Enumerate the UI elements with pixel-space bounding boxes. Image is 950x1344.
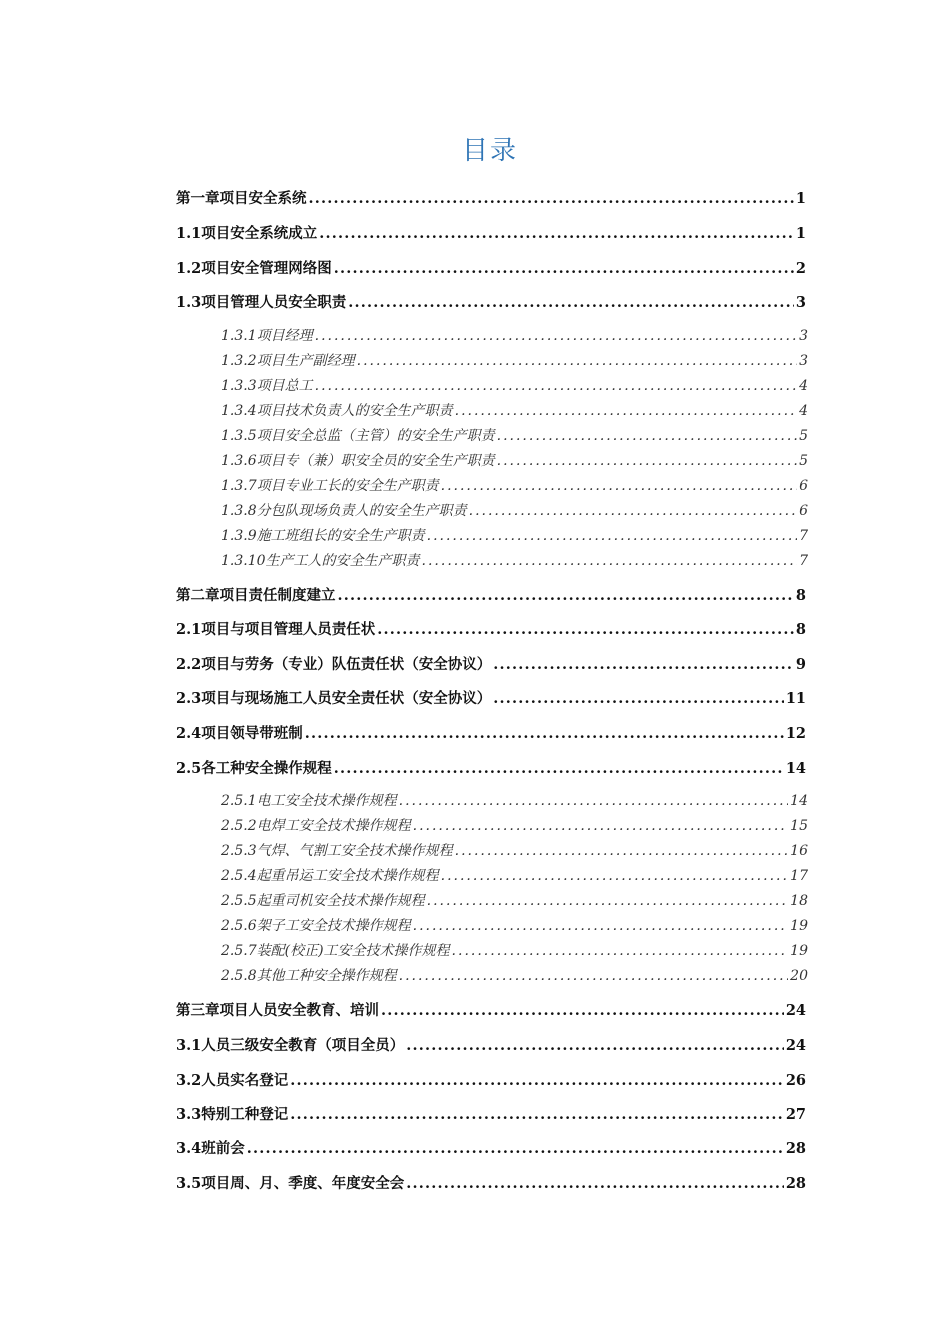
toc-entry-label: 1.3.10生产工人的安全生产职责 <box>221 553 420 569</box>
toc-entry-label: 1.3.6项目专（兼）职安全员的安全生产职责 <box>221 453 495 469</box>
toc-page-number: 24 <box>785 1002 806 1019</box>
toc-entry-label: 1.1项目安全系统成立 <box>176 225 318 242</box>
toc-entry-label: 2.5.2电焊工安全技术操作规程 <box>221 818 411 834</box>
toc-page-number: 19 <box>790 943 808 959</box>
toc-leader-dots <box>357 353 797 369</box>
toc-leader-dots <box>441 868 789 884</box>
toc-entry-label: 1.3.1项目经理 <box>221 328 313 344</box>
toc-title: 目录 <box>461 136 518 166</box>
toc-entry[interactable] <box>221 525 808 545</box>
toc-entry-label: 2.5.1电工安全技术操作规程 <box>221 793 397 809</box>
toc-page-number: 4 <box>799 403 808 419</box>
toc-entry-label: 2.5.8其他工种安全操作规程 <box>221 968 397 984</box>
toc-entry-label: 第二章项目责任制度建立 <box>176 587 336 604</box>
toc-entry-label: 1.3.2项目生产副经理 <box>221 353 355 369</box>
toc-entry-label: 1.3.8分包队现场负责人的安全生产职责 <box>221 503 467 519</box>
toc-page-number: 9 <box>795 656 806 673</box>
toc-entry-label: 1.3项目管理人员安全职责 <box>176 294 347 311</box>
toc-entry[interactable] <box>176 1034 806 1055</box>
toc-entry[interactable] <box>221 500 808 520</box>
toc-page-number: 1 <box>795 190 806 207</box>
toc-entry[interactable] <box>221 865 808 885</box>
toc-leader-dots <box>427 528 797 544</box>
toc-leader-dots <box>455 403 797 419</box>
toc-page-number: 3 <box>799 328 808 344</box>
toc-entry[interactable] <box>221 840 808 860</box>
toc-entry[interactable] <box>176 222 806 243</box>
toc-page-number: 7 <box>799 553 808 569</box>
toc-entry[interactable] <box>176 1069 806 1090</box>
toc-entry-label: 3.3特别工种登记 <box>176 1106 289 1123</box>
toc-page-number: 8 <box>795 621 806 638</box>
toc-page-number: 19 <box>790 918 808 934</box>
toc-entry[interactable] <box>221 400 808 420</box>
toc-leader-dots <box>309 190 794 207</box>
toc-leader-dots <box>413 918 789 934</box>
toc-leader-dots <box>427 893 789 909</box>
toc-entry-label: 2.5.4起重吊运工安全技术操作规程 <box>221 868 439 884</box>
toc-entry[interactable] <box>176 618 806 639</box>
toc-page-number: 14 <box>790 793 808 809</box>
toc-entry-label: 2.5.7装配(校正)工安全技术操作规程 <box>221 943 450 959</box>
toc-entry[interactable] <box>176 1172 806 1193</box>
toc-entry[interactable] <box>176 687 806 708</box>
toc-entry-label: 第一章项目安全系统 <box>176 190 307 207</box>
toc-page-number: 28 <box>785 1140 806 1157</box>
toc-leader-dots <box>406 1175 784 1192</box>
toc-entry-label: 2.2项目与劳务（专业）队伍责任状（安全协议） <box>176 656 492 673</box>
toc-entry-label: 1.3.4项目技术负责人的安全生产职责 <box>221 403 453 419</box>
toc-leader-dots <box>452 943 789 959</box>
toc-entry-label: 1.3.5项目安全总监（主管）的安全生产职责 <box>221 428 495 444</box>
toc-page-number: 3 <box>799 353 808 369</box>
toc-page-number: 6 <box>799 503 808 519</box>
toc-page-number: 6 <box>799 478 808 494</box>
toc-entry-label: 3.5项目周、月、季度、年度安全会 <box>176 1175 405 1192</box>
toc-page-number: 11 <box>785 690 806 707</box>
toc-page-number: 3 <box>795 294 806 311</box>
toc-leader-dots <box>399 968 789 984</box>
toc-entry[interactable] <box>221 325 808 345</box>
toc-entry[interactable] <box>176 1137 806 1158</box>
toc-entry-label: 2.5.6架子工安全技术操作规程 <box>221 918 411 934</box>
toc-entry[interactable] <box>176 187 806 208</box>
toc-leader-dots <box>290 1072 784 1089</box>
toc-entry[interactable] <box>221 550 808 570</box>
toc-page-number: 27 <box>785 1106 806 1123</box>
toc-entry-label: 3.2人员实名登记 <box>176 1072 289 1089</box>
toc-leader-dots <box>334 760 784 777</box>
toc-leader-dots <box>493 656 794 673</box>
toc-leader-dots <box>305 725 784 742</box>
toc-leader-dots <box>315 328 797 344</box>
toc-page-number: 18 <box>790 893 808 909</box>
toc-entry[interactable] <box>221 790 808 810</box>
toc-entry[interactable] <box>221 915 808 935</box>
toc-page-number: 14 <box>785 760 806 777</box>
toc-entry[interactable] <box>176 757 806 778</box>
toc-leader-dots <box>422 553 798 569</box>
toc-entry-label: 3.4班前会 <box>176 1140 245 1157</box>
toc-page-number: 4 <box>799 378 808 394</box>
toc-page-number: 26 <box>785 1072 806 1089</box>
toc-leader-dots <box>334 260 794 277</box>
toc-entry[interactable] <box>176 653 806 674</box>
toc-page-number: 28 <box>785 1175 806 1192</box>
toc-leader-dots <box>497 428 797 444</box>
toc-page-number: 17 <box>790 868 808 884</box>
toc-entry-label: 2.5各工种安全操作规程 <box>176 760 332 777</box>
toc-page-number: 2 <box>795 260 806 277</box>
toc-leader-dots <box>319 225 794 242</box>
toc-entry-label: 第三章项目人员安全教育、培训 <box>176 1002 379 1019</box>
toc-entry[interactable] <box>176 584 806 605</box>
toc-entry[interactable] <box>176 999 806 1020</box>
toc-entry[interactable] <box>221 475 808 495</box>
toc-page-number: 8 <box>795 587 806 604</box>
toc-page-number: 7 <box>799 528 808 544</box>
toc-entry[interactable] <box>221 375 808 395</box>
toc-page-number: 12 <box>785 725 806 742</box>
toc-leader-dots <box>348 294 794 311</box>
toc-entry-label: 2.1项目与项目管理人员责任状 <box>176 621 376 638</box>
toc-entry[interactable] <box>221 350 808 370</box>
toc-leader-dots <box>497 453 797 469</box>
toc-page-number: 15 <box>790 818 808 834</box>
toc-entry[interactable] <box>176 722 806 743</box>
toc-entry-label: 2.4项目领导带班制 <box>176 725 303 742</box>
toc-entry-label: 2.5.5起重司机安全技术操作规程 <box>221 893 425 909</box>
toc-entry-label: 1.3.3项目总工 <box>221 378 313 394</box>
toc-leader-dots <box>290 1106 784 1123</box>
toc-entry[interactable] <box>176 291 806 312</box>
toc-leader-dots <box>377 621 794 638</box>
toc-leader-dots <box>455 843 789 859</box>
toc-entry-label: 2.5.3气焊、气割工安全技术操作规程 <box>221 843 453 859</box>
toc-entry-label: 2.3项目与现场施工人员安全责任状（安全协议） <box>176 690 492 707</box>
toc-leader-dots <box>406 1037 784 1054</box>
toc-entry-label: 3.1人员三级安全教育（项目全员） <box>176 1037 405 1054</box>
toc-entry-label: 1.3.9施工班组长的安全生产职责 <box>221 528 425 544</box>
toc-leader-dots <box>315 378 797 394</box>
toc-entry[interactable] <box>221 940 808 960</box>
toc-entry-label: 1.3.7项目专业工长的安全生产职责 <box>221 478 439 494</box>
toc-entry[interactable] <box>221 965 808 985</box>
toc-page-number: 5 <box>799 453 808 469</box>
toc-entry[interactable] <box>221 815 808 835</box>
toc-entry[interactable] <box>221 890 808 910</box>
toc-entry-label: 1.2项目安全管理网络图 <box>176 260 332 277</box>
toc-leader-dots <box>381 1002 784 1019</box>
toc-page-number: 1 <box>795 225 806 242</box>
toc-leader-dots <box>399 793 789 809</box>
toc-leader-dots <box>413 818 789 834</box>
toc-leader-dots <box>247 1140 784 1157</box>
toc-entry[interactable] <box>176 1103 806 1124</box>
toc-page-number: 20 <box>790 968 808 984</box>
toc-leader-dots <box>441 478 797 494</box>
toc-leader-dots <box>493 690 784 707</box>
toc-leader-dots <box>338 587 794 604</box>
toc-entry[interactable] <box>221 450 808 470</box>
toc-leader-dots <box>469 503 797 519</box>
toc-entry[interactable] <box>221 425 808 445</box>
toc-entry[interactable] <box>176 257 806 278</box>
toc-page-number: 24 <box>785 1037 806 1054</box>
toc-page-number: 5 <box>799 428 808 444</box>
toc-page-number: 16 <box>790 843 808 859</box>
